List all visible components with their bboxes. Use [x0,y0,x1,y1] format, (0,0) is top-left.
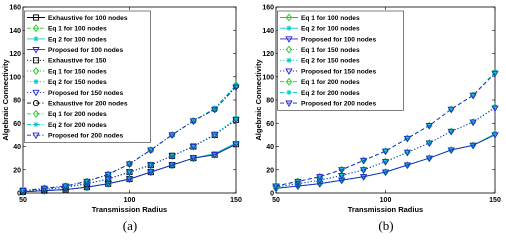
legend-entry: Proposed for 150 nodes [301,68,377,76]
legend-entry: Eq 2 for 150 nodes [301,57,360,65]
legend-entry: Exhaustive for 150 [48,57,107,65]
legend-entry: Eq 2 for 200 nodes [48,121,107,129]
chart-panel-1 [1,5,242,234]
y-tick-label: 60 [13,120,21,128]
y-tick-label: 100 [9,74,21,82]
x-tick-label: 50 [272,197,280,204]
x-tick-label: 150 [489,197,501,204]
x-tick-label: 50 [19,197,27,204]
legend-entry: Eq 1 for 200 nodes [48,111,107,119]
legend-entry: Eq 2 for 100 nodes [48,36,107,44]
legend-marker [286,26,291,31]
legend-entry: Proposed for 200 nodes [301,100,377,108]
y-tick-label: 160 [262,4,274,12]
y-tick-label: 120 [262,51,274,58]
y-tick-label: 0 [17,190,21,198]
y-axis-label: Algebraic Connectivity [254,59,263,141]
legend-entry: Proposed for 150 nodes [48,89,124,97]
chart-panel-2 [254,5,501,234]
y-tick-label: 100 [262,74,274,82]
legend-entry: Eq 2 for 200 nodes [301,89,360,97]
legend-entry: Proposed for 100 nodes [48,47,124,54]
legend-entry: Eq 2 for 150 nodes [48,79,107,87]
y-tick-label: 160 [9,4,21,12]
y-tick-label: 140 [262,27,274,35]
y-tick-label: 120 [9,51,21,58]
legend [278,11,404,110]
legend-entry: Proposed for 100 nodes [301,36,377,44]
y-tick-label: 0 [270,190,274,198]
legend [25,11,151,142]
legend-entry: Exhaustive for 200 nodes [48,100,128,108]
y-tick-label: 20 [266,167,274,175]
legend-entry: Eq 1 for 100 nodes [48,25,107,33]
y-tick-label: 80 [266,97,274,105]
y-tick-label: 20 [13,167,21,175]
figure-caption: (b) [378,218,394,233]
x-tick-label: 100 [123,197,136,204]
x-tick-label: 150 [230,197,242,204]
legend-marker [286,90,291,95]
y-tick-label: 60 [266,120,274,128]
y-tick-label: 40 [266,144,274,151]
legend-entry: Eq 2 for 100 nodes [301,25,360,33]
legend-marker [33,122,38,127]
legend-entry: Eq 1 for 200 nodes [301,79,360,87]
x-axis-label: Transmission Radius [347,205,424,214]
legend-entry: Eq 1 for 150 nodes [301,47,360,54]
y-tick-label: 40 [13,144,21,151]
legend-entry: Eq 1 for 150 nodes [48,68,107,76]
x-tick-label: 100 [379,197,392,204]
legend-entry: Exhaustive for 100 nodes [48,14,128,22]
x-axis-label: Transmission Radius [91,205,168,214]
y-tick-label: 140 [9,27,21,35]
y-axis-label: Algebraic Connectivity [1,59,10,141]
legend-entry: Eq 1 for 100 nodes [301,14,360,22]
figure-caption: (a) [122,218,138,233]
y-tick-label: 80 [13,97,21,105]
legend-entry: Proposed for 200 nodes [48,132,124,140]
